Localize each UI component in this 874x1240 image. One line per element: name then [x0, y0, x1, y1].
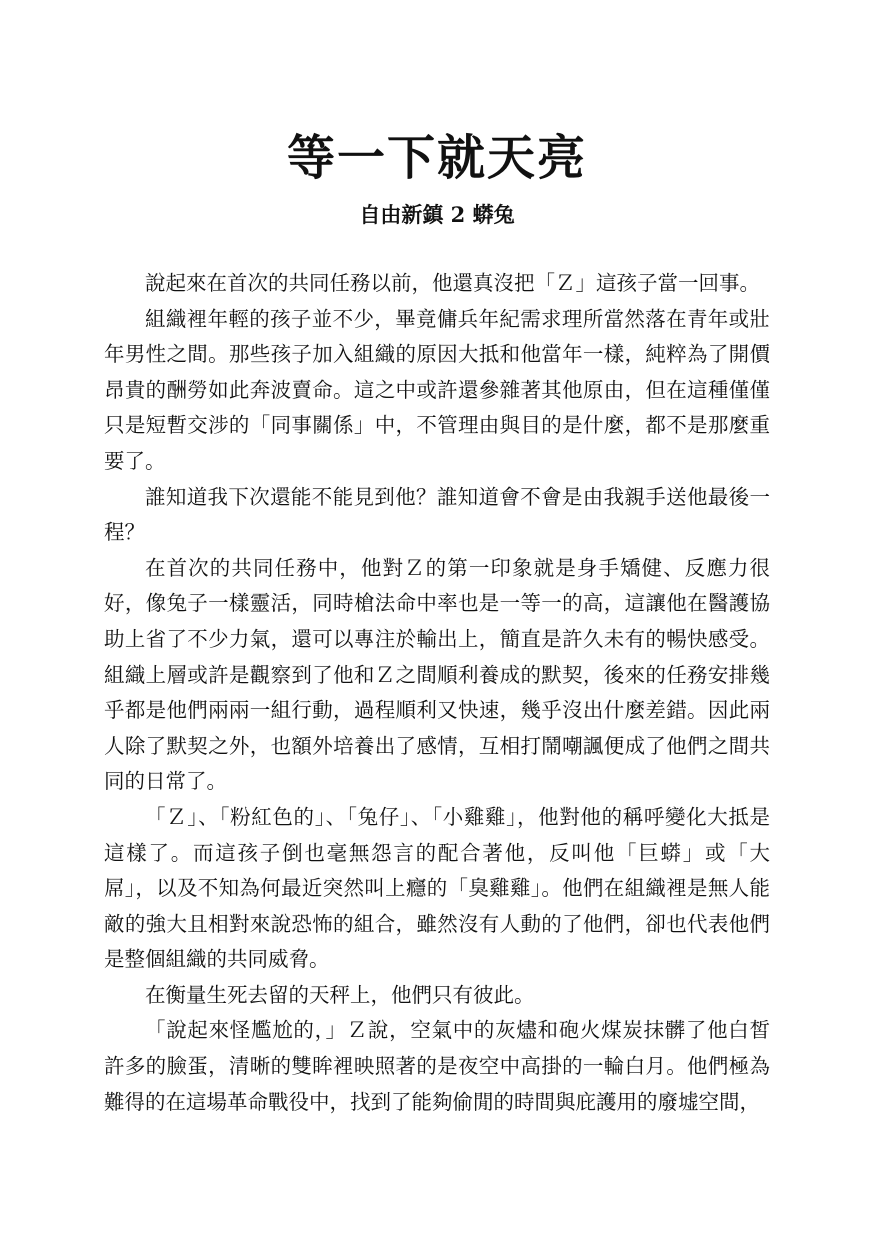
paragraph: 誰知道我下次還能不能見到他？誰知道會不會是由我親手送他最後一程？ [104, 484, 770, 545]
paragraph: 在首次的共同任務中，他對Ｚ的第一印象就是身手矯健、反應力很好，像兔子一樣靈活，同時槍法命中率也是一等一的高，這讓他在醫護協助上省了不少力氣，還可以專注於輸出上，簡直是許久未有的暢快感受。組織上層或許是觀察到了他和Ｚ之間順利養成的默契，後來的任務安排幾乎都是他們兩兩一組行動，過程順利又快速，幾乎沒出什麼差錯。因此兩人除了默契之外，也額外培養出了感情，互相打鬧嘲諷便成了他們之間共同的日常了。 [104, 555, 770, 794]
paragraph: 在衡量生死去留的天秤上，他們只有彼此。 [145, 982, 535, 1007]
paragraph: 「Ｚ」、「粉紅色的」、「兔仔」、「小雞雞」，他對他的稱呼變化大抵是這樣了。而這孩子倒也毫無怨言的配合著他，反叫他「巨蟒」或「大屌」，以及不知為何最近突然叫上癮的「臭雞雞」。他們在組織裡是無人能敵的強大且相對來說恐怖的組合，雖然沒有人動的了他們，卻也代表他們是整個組織的共同威脅。 [104, 804, 770, 972]
paragraph: 「說起來怪尷尬的，」Ｚ說，空氣中的灰燼和砲火煤炭抹髒了他白皙許多的臉蛋，清晰的雙眸裡映照著的是夜空中高掛的一輪白月。他們極為難得的在這場革命戰役中，找到了能夠偷閒的時間與庇護用的廢墟空間， [104, 1018, 770, 1114]
body-text [104, 266, 770, 1120]
paragraph: 組織裡年輕的孩子並不少，畢竟傭兵年紀需求理所當然落在青年或壯年男性之間。那些孩子加入組織的原因大抵和他當年一樣，純粹為了開價昂貴的酬勞如此奔波賣命。這之中或許還參雜著其他原由，但在這種僅僅只是短暫交涉的「同事關係」中，不管理由與目的是什麼，都不是那麼重要了。 [104, 306, 770, 473]
chapter-subtitle: 自由新鎮 2 蟒兔 [359, 202, 515, 227]
chapter-title: 等一下就天亮 [286, 130, 587, 186]
paragraph: 說起來在首次的共同任務以前，他還真沒把「Ｚ」這孩子當一回事。 [145, 271, 760, 295]
